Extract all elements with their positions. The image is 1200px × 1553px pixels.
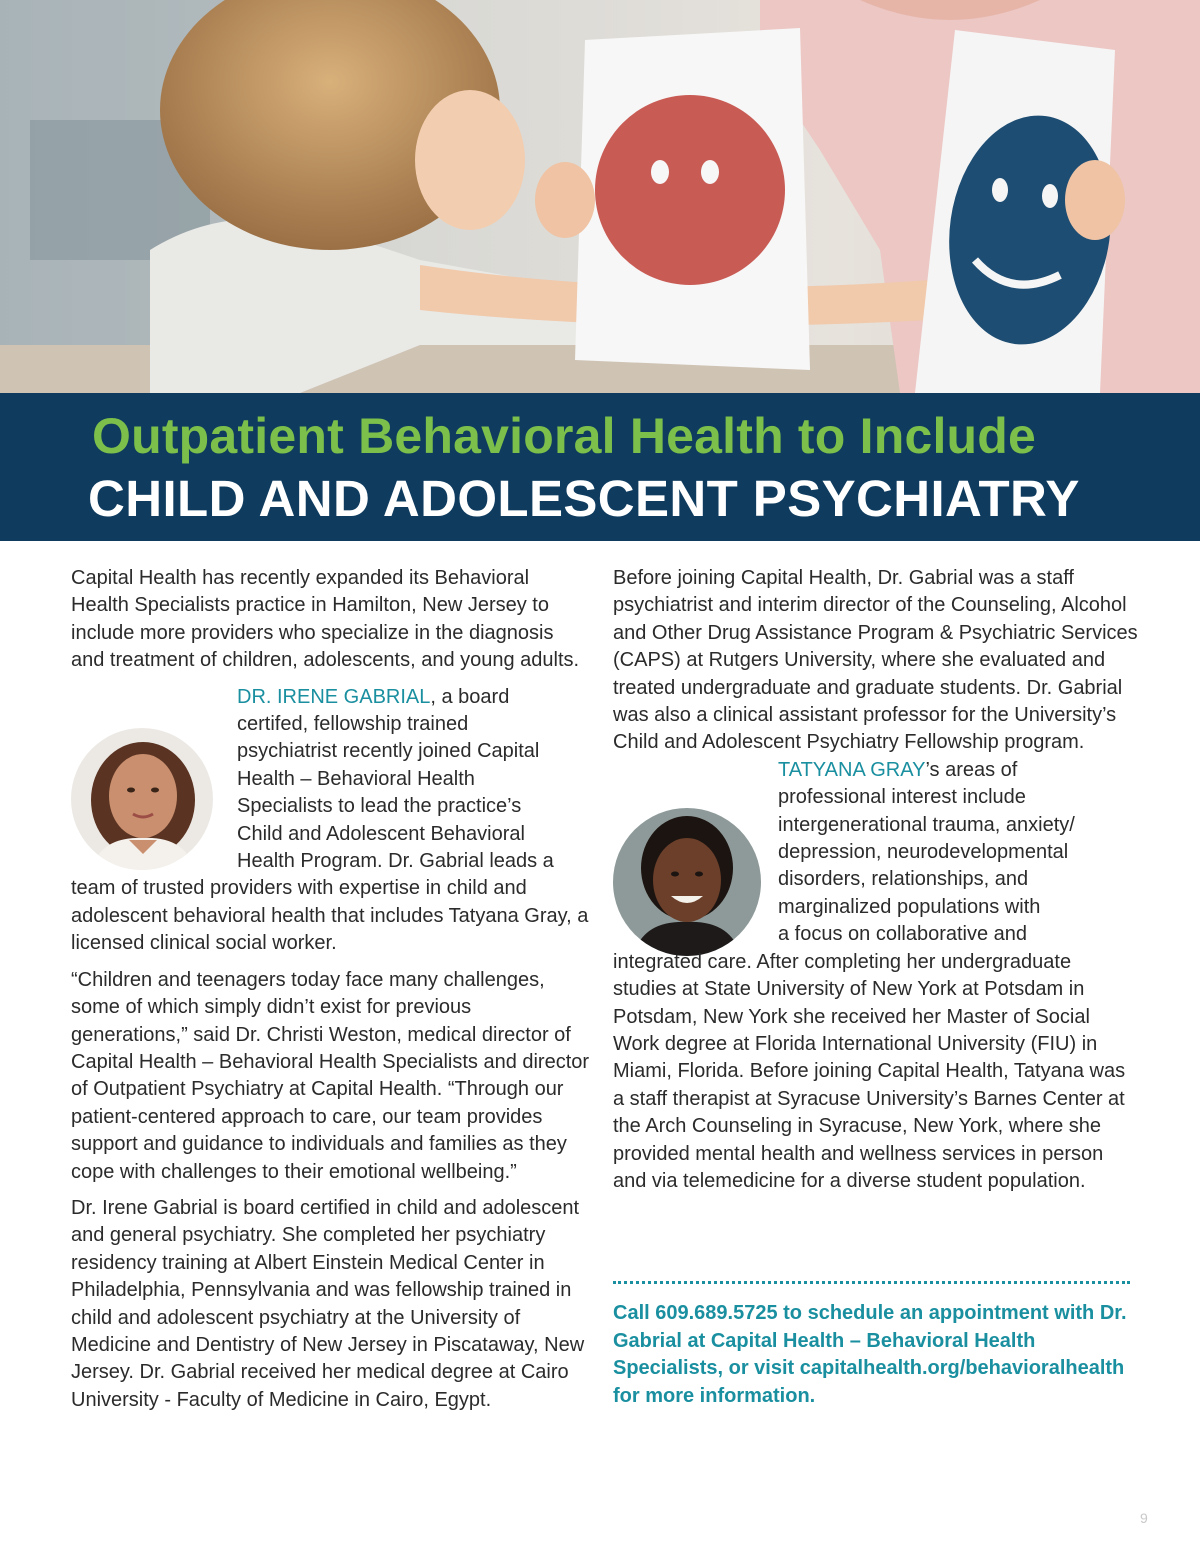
- gray-line: depression, neurodevelopmental: [778, 841, 1069, 864]
- page-number: 9: [1140, 1510, 1148, 1526]
- gabrial-line: Health Program. Dr. Gabrial leads a: [237, 850, 554, 873]
- gabrial-line: Health – Behavioral Health: [237, 767, 475, 790]
- gray-bio-rest: integrated care. After completing her undergraduate studies at State University of New York at Potsdam in Potsdam, New York she received her Master of Social Work degree at Florida International University (FIU) in Miami, Florida. Before joining Capital Health, Tatyana was a staff therapist at Syracuse University’s Barnes Center at the Arch Counseling in Syracuse, New York, where she provided mental health and wellness services in person and via telemedicine for a diverse student population.: [613, 950, 1126, 1192]
- right-column: [613, 565, 1138, 1195]
- gabrial-line: psychiatrist recently joined Capital: [237, 740, 540, 763]
- title-banner: [0, 393, 1200, 541]
- gabrial-name: DR. IRENE GABRIAL: [237, 685, 431, 708]
- call-to-action: Call 609.689.5725 to schedule an appointment with Dr. Gabrial at Capital Health – Behavioral Health Specialists, or visit capitalhealth.org/behavioralhealth for more information.: [613, 1302, 1127, 1407]
- gabrial-line: certifed, fellowship trained: [237, 713, 469, 736]
- gabrial-prior-paragraph: Before joining Capital Health, Dr. Gabrial was a staff psychiatrist and interim director of the Counseling, Alcohol and Other Drug Assistance Program & Psychiatric Services (CAPS) at Rutgers University, where she evaluated and treated undergraduate and graduate students. Dr. Gabrial was also a clinical assistant professor for the University’s Child and Adolescent Psychiatry Fellowship program.: [613, 567, 1138, 754]
- left-column: [71, 565, 591, 1414]
- intro-paragraph: Capital Health has recently expanded its Behavioral Health Specialists practice in Hamilton, New Jersey to include more providers who specialize in the diagnosis and treatment of children, adolescents, and young adults.: [71, 567, 580, 672]
- gray-line: a focus on collaborative and: [778, 923, 1028, 946]
- gabrial-intro-block: [71, 684, 591, 876]
- gray-line: disorders, relationships, and: [778, 868, 1029, 891]
- title-line-2: CHILD AND ADOLESCENT PSYCHIATRY: [88, 470, 1080, 527]
- gabrial-bio: Dr. Irene Gabrial is board certified in child and adolescent and general psychiatry. She completed her psychiatry residency training at Albert Einstein Medical Center in Philadelphia, Pennsylvania and was fellowship trained in child and adolescent psychiatry at the University of Medicine and Dentistry of New Jersey in Piscataway, New Jersey. Dr. Gabrial received her medical degree at Cairo University - Faculty of Medicine in Cairo, Egypt.: [71, 1196, 585, 1411]
- gray-line: marginalized populations with: [778, 895, 1041, 918]
- gray-line: intergenerational trauma, anxiety/: [778, 813, 1075, 836]
- gray-line: professional interest include: [778, 786, 1026, 809]
- gray-name: TATYANA GRAY: [778, 758, 926, 781]
- gabrial-line: Child and Adolescent Behavioral: [237, 822, 525, 845]
- dotted-divider: [613, 1281, 1130, 1284]
- gabrial-line: , a board: [430, 685, 510, 708]
- title-line-1: Outpatient Behavioral Health to Include: [92, 408, 1037, 464]
- gabrial-intro-rest: team of trusted providers with expertise in child and adolescent behavioral health that includes Tatyana Gray, a licensed clinical social worker.: [71, 877, 589, 955]
- gabrial-line: Specialists to lead the practice’s: [237, 795, 522, 818]
- gray-line: ’s areas of: [925, 758, 1018, 781]
- weston-quote: “Children and teenagers today face many challenges, some of which simply didn’t exist for previous generations,” said Dr. Christi Weston, medical director of Capital Health – Behavioral Health Specialists and director of Outpatient Psychiatry at Capital Health. “Through our patient-centered approach to care, our team provides support and guidance to individuals and families as they cope with challenges to their emotional wellbeing.”: [71, 968, 590, 1183]
- gray-intro-block: [613, 757, 1138, 949]
- hero-photo: [0, 0, 1200, 393]
